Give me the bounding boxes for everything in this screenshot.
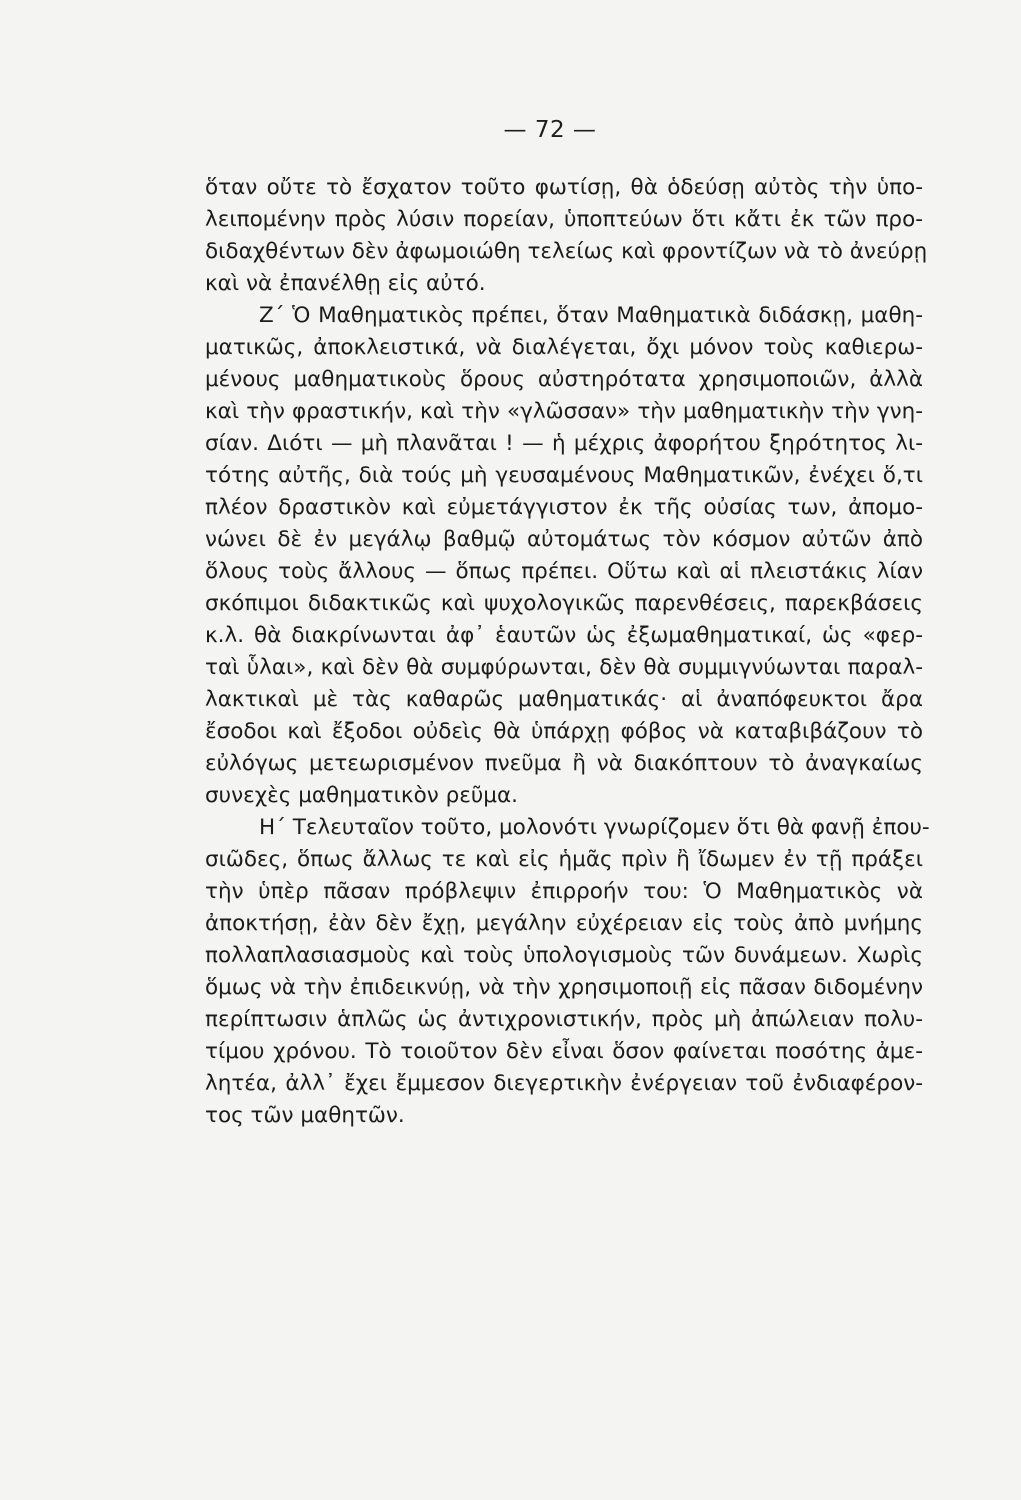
section-z-heading-line: Ζ΄ Ὁ Μαθηματικὸς πρέπει, ὅταν Μαθηματικὰ διδάσκῃ, μαθη- — [259, 303, 923, 328]
text-line: σιῶδες, ὅπως ἄλλως τε καὶ εἰς ἡμᾶς πρὶν ἢ ἴδωμεν ἐν τῇ πράξει — [205, 847, 923, 872]
text-line: πολλαπλασιασμοὺς καὶ τοὺς ὑπολογισμοὺς τῶν δυνάμεων. Χωρὶς — [205, 943, 923, 968]
text-line: ὅλους τοὺς ἄλλους — ὅπως πρέπει. Οὕτω καὶ αἱ πλειστάκις λίαν — [205, 559, 923, 584]
text-line: τος τῶν μαθητῶν. — [205, 1103, 405, 1128]
text-line: ἔσοδοι καὶ ἔξοδοι οὐδεὶς θὰ ὑπάρχῃ φόβος νὰ καταβιβάζουν τὸ — [205, 719, 923, 744]
page-number: — 72 — — [503, 117, 597, 143]
text-line: ταὶ ὗλαι», καὶ δὲν θὰ συμφύρωνται, δὲν θὰ συμμιγνύωνται παραλ- — [205, 655, 923, 680]
text-line: καὶ τὴν φραστικήν, καὶ τὴν «γλῶσσαν» τὴν μαθηματικὴν τὴν γνη- — [205, 399, 923, 424]
body-text — [205, 172, 930, 1132]
text-line: ὅταν οὔτε τὸ ἔσχατον τοῦτο φωτίσῃ, θὰ ὁδεύσῃ αὐτὸς τὴν ὑπο- — [205, 175, 923, 200]
text-line: λητέα, ἀλλ᾽ ἔχει ἔμμεσον διεγερτικὴν ἐνέργειαν τοῦ ἐνδιαφέρον- — [205, 1071, 923, 1096]
text-line: ὅμως νὰ τὴν ἐπιδεικνύῃ, νὰ τὴν χρησιμοποιῇ εἰς πᾶσαν διδομένην — [205, 975, 923, 1000]
text-line: ἀποκτήσῃ, ἐὰν δὲν ἔχῃ, μεγάλην εὐχέρειαν εἰς τοὺς ἀπὸ μνήμης — [205, 911, 923, 936]
text-line: λακτικαὶ μὲ τὰς καθαρῶς μαθηματικάς· αἱ ἀναπόφευκτοι ἄρα — [205, 687, 923, 712]
text-line: τότης αὐτῆς, διὰ τούς μὴ γευσαμένους Μαθηματικῶν, ἐνέχει ὅ,τι — [205, 463, 923, 488]
section-h-heading-line: Η΄ Τελευταῖον τοῦτο, μολονότι γνωρίζομεν ὅτι θὰ φανῇ ἐπου- — [259, 815, 930, 840]
text-line: λειπομένην πρὸς λύσιν πορείαν, ὑποπτεύων ὅτι κἄτι ἐκ τῶν προ- — [205, 207, 923, 232]
text-line: καὶ νὰ ἐπανέλθῃ εἰς αὐτό. — [205, 271, 486, 296]
text-line: πλέον δραστικὸν καὶ εὐμετάγγιστον ἐκ τῆς οὐσίας των, ἀπομο- — [205, 495, 923, 520]
text-line: εὐλόγως μετεωρισμένον πνεῦμα ἢ νὰ διακόπτουν τὸ ἀναγκαίως — [205, 751, 923, 776]
text-line: διδαχθέντων δὲν ἀφωμοιώθη τελείως καὶ φροντίζων νὰ τὸ ἀνεύρῃ — [205, 239, 928, 264]
text-line: συνεχὲς μαθηματικὸν ρεῦμα. — [205, 783, 518, 808]
text-line: νώνει δὲ ἐν μεγάλῳ βαθμῷ αὐτομάτως τὸν κόσμον αὐτῶν ἀπὸ — [205, 527, 923, 552]
text-line: ματικῶς, ἀποκλειστικά, νὰ διαλέγεται, ὄχι μόνον τοὺς καθιερω- — [205, 335, 923, 360]
text-line: τίμου χρόνου. Τὸ τοιοῦτον δὲν εἶναι ὅσον φαίνεται ποσότης ἀμε- — [205, 1039, 923, 1064]
text-line: κ.λ. θὰ διακρίνωνται ἀφ᾽ ἑαυτῶν ὡς ἐξωμαθηματικαί, ὡς «φερ- — [205, 623, 923, 648]
text-line: σίαν. Διότι — μὴ πλανᾶται ! — ἡ μέχρις ἀφορήτου ξηρότητος λι- — [205, 431, 923, 456]
text-line: τὴν ὑπὲρ πᾶσαν πρόβλεψιν ἐπιρροήν του: Ὁ Μαθηματικὸς νὰ — [205, 879, 923, 904]
text-line: μένους μαθηματικοὺς ὅρους αὐστηρότατα χρησιμοποιῶν, ἀλλὰ — [205, 367, 923, 392]
text-line: περίπτωσιν ἁπλῶς ὡς ἀντιχρονιστικήν, πρὸς μὴ ἀπώλειαν πολυ- — [205, 1007, 923, 1032]
text-line: σκόπιμοι διδακτικῶς καὶ ψυχολογικῶς παρενθέσεις, παρεκβάσεις — [205, 591, 923, 616]
